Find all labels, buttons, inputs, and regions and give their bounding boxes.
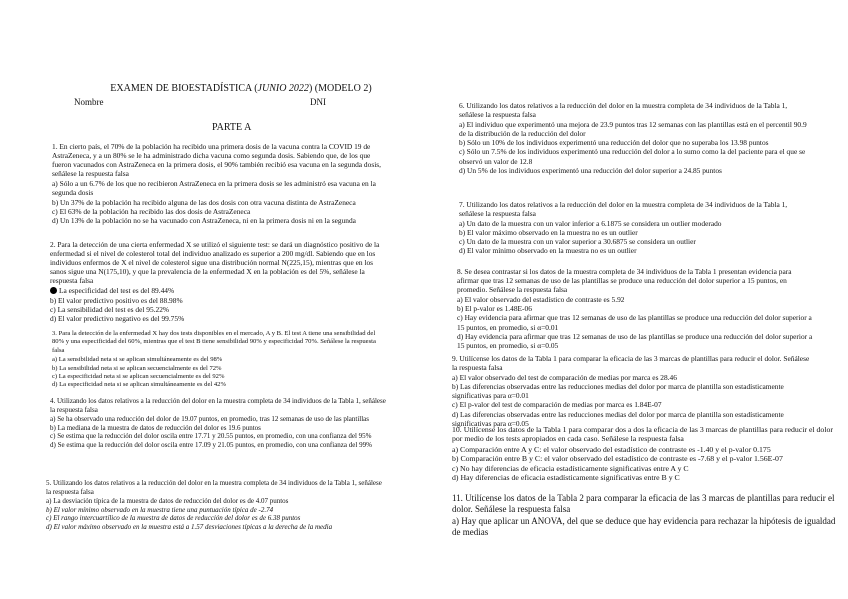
question-stem: 8. Se desea contrastar si los datos de la muestra completa de 34 individuos de la Tabla 1 presentan evidencia para afirmar que tras 12 semanas de uso de las plantillas se produce una reducción del dolor superior a 15 puntos, en promedio. Señálese la respuesta falsa: [457, 267, 792, 295]
question-stem: 6. Utilizando los datos relativos a la reducción del dolor en la muestra completa de 34 individuos de la Tabla 1, señálese la respuesta falsa: [459, 101, 788, 120]
option-a: a) El valor observado del test de comparación de medias por marca es 28.46: [452, 373, 677, 383]
option-b: b) Un 37% de la población ha recibido alguna de las dos dosis con otra vacuna distinta de AstraZeneca: [52, 197, 356, 207]
option-b: b) El valor mínimo observado en la muestra tiene una puntuación típica de -2.74: [46, 505, 274, 514]
question-9: [452, 354, 814, 428]
question-stem: 4. Utilizando los datos relativos a la reducción del dolor en la muestra completa de 34 individuos de la Tabla 1, señálese la respuesta falsa: [50, 397, 386, 414]
option-d: d) El valor máximo observado en la muestra está a 1.57 desviaciones típicas a la derecha de la media: [46, 522, 333, 531]
option-a: a) La desviación típica de la muestra de datos de reducción del dolor es de 4.07 puntos: [46, 497, 289, 506]
question-3: [52, 330, 386, 390]
option-a: a) El valor observado del estadístico de contraste es 5.92: [457, 295, 625, 305]
option-d: d) Se estima que la reducción del dolor oscila entre 17.09 y 21.05 puntos, en promedio, con una confianza del 99%: [50, 440, 372, 449]
question-4: [50, 397, 386, 450]
question-2: [50, 240, 386, 323]
question-stem: 9. Utilícense los datos de la Tabla 1 para comparar la eficacia de las 3 marcas de plantillas para reducir el dolor. Señálese la respuesta falsa: [452, 354, 810, 373]
question-stem: 7. Utilizando los datos relativos a la reducción del dolor en la muestra completa de 34 individuos de la Tabla 1, señálese la respuesta falsa: [459, 200, 788, 219]
option-b: b) La mediana de la muestra de datos de reducción del dolor es 19.6 puntos: [50, 423, 261, 432]
name-row: [74, 97, 404, 107]
question-stem: 2. Para la detección de una cierta enfermedad X se utilizó el siguiente test: se dará un diagnóstico positivo de la enfermedad si el nivel de colesterol total del individuo analizado es superior a 200 mg/dl. Sabiendo que en los individuos enfermos de X el nivel de colesterol sigue una distribución normal N(225,15), mientras que en los sanos sigue una N(175,10), y que la prevalencia de la enfermedad X en la población es del 5%, señálese la respuesta falsa: [50, 240, 380, 286]
question-stem: 1. En cierto país, el 70% de la población ha recibido una primera dosis de la vacuna contra la COVID 19 de AstraZeneca, y a un 80% se le ha administrado dicha vacuna como segunda dosis. Sabiendo que, de los que fueron vacunados con AstraZeneca en la primera dosis, el 90% también recibió esa vacuna en la segunda dosis, señálese la respuesta falsa: [52, 142, 381, 179]
option-a: a) Un dato de la muestra con un valor inferior a 6.1875 se considera un outlier moderado: [459, 219, 722, 229]
option-b: b) Las diferencias observadas entre las reducciones medias del dolor por marca de plantilla son estadísticamente significativas para α=0.01: [452, 382, 784, 401]
option-b: b) Sólo un 10% de los individuos experimentó una reducción del dolor que no superaba los 13.98 puntos: [459, 138, 769, 148]
name-label: Nombre: [74, 97, 104, 107]
question-stem: 10. Utilícense los datos de la Tabla 1 para comparar dos a dos la eficacia de las 3 marcas de plantillas para reducir el dolor por medio de los tests apropiados en cada caso. Señálese la respuesta falsa: [452, 425, 833, 444]
dni-label: DNI: [310, 97, 326, 107]
question-10: [452, 425, 842, 482]
option-d: d) La especificidad neta si se aplican simultáneamente es del 42%: [52, 381, 226, 389]
option-b: b) El valor máximo observado en la muestra no es un outlier: [459, 228, 638, 238]
question-stem: 5. Utilizando los datos relativos a la reducción del dolor en la muestra completa de 34 individuos de la Tabla 1, señálese la respuesta falsa: [46, 479, 382, 496]
option-b: b) El p-valor es 1.48E-06: [457, 304, 532, 314]
option-c: c) La sensibilidad del test es del 95.22%: [50, 304, 170, 314]
exam-title-post: ) (MODELO 2): [308, 83, 372, 94]
option-a: a) Se ha observado una reducción del dolor de 19.07 puntos, en promedio, tras 12 semanas de uso de las plantillas: [50, 415, 370, 424]
question-7: [459, 200, 811, 256]
option-c: c) El p-valor del test de comparación de medias por marca es 1.84E-07: [452, 400, 662, 410]
section-title: PARTE A: [212, 122, 252, 133]
option-a: a) El individuo que experimentó una mejora de 23.9 puntos tras 12 semanas con las plantillas está en el percentil 90.9 de la distribución de la reducción del dolor: [459, 120, 807, 139]
option-d: d) Hay evidencia para afirmar que tras 12 semanas de uso de las plantillas se produce una reducción del dolor superior a 15 puntos, en promedio, si α=0.05: [457, 331, 813, 350]
question-6: [459, 101, 811, 175]
option-a: a) Comparación entre A y C: el valor observado del estadístico de contraste es -1.40 y el p-valor 0.175: [452, 444, 771, 454]
option-d: d) El valor mínimo observado en la muestra no es un outlier: [459, 246, 637, 256]
question-1: [52, 142, 386, 225]
exam-title: [96, 83, 386, 94]
option-a: a) La sensibilidad neta si se aplican simultáneamente es del 98%: [52, 356, 223, 364]
question-5: [46, 479, 386, 532]
option-c: c) La especificidad neta si se aplican secuencialmente es del 92%: [52, 373, 225, 381]
question-11: [452, 493, 846, 538]
option-b: b) El valor predictivo positivo es del 88.98%: [50, 295, 183, 305]
option-a: [50, 286, 386, 295]
option-d: d) Las diferencias observadas entre las reducciones medias del dolor por marca de plantilla son estadísticamente significativas para α=0.05: [452, 409, 784, 428]
question-8: [457, 267, 815, 350]
exam-title-pre: EXAMEN DE BIOESTADÍSTICA (: [110, 83, 258, 94]
question-stem: 3. Para la detección de la enfermedad X hay dos tests disponibles en el mercado, A y B. El test A tiene una sensibilidad del 80% y una especificidad del 60%, mientras que el test B tiene sensibilidad 90% y especificidad 70%. Señálese la respuesta falsa: [52, 330, 376, 354]
option-d: d) Un 5% de los individuos experimentó una reducción del dolor superior a 24.85 puntos: [459, 165, 722, 175]
option-a-text: La especificidad del test es del 89.44%: [59, 286, 175, 296]
question-stem: 11. Utilícense los datos de la Tabla 2 para comparar la eficacia de las 3 marcas de plantillas para reducir el dolor. Señálese la respuesta falsa: [452, 493, 835, 514]
option-d: d) Hay diferencias de eficacia estadísticamente significativas entre B y C: [452, 473, 680, 483]
option-c: c) Hay evidencia para afirmar que tras 12 semanas de uso de las plantillas se produce una reducción del dolor superior a 15 puntos, en promedio, si α=0.01: [457, 313, 812, 332]
selected-answer-bullet: [50, 287, 57, 294]
option-b: b) Comparación entre B y C: el valor observado del estadístico de contraste es -7.68 y el p-valor 1.56E-07: [452, 454, 783, 464]
option-b: b) La sensibilidad neta si se aplican secuencialmente es del 72%: [52, 364, 222, 372]
option-c: c) Un dato de la muestra con un valor superior a 30.6875 se considera un outlier: [459, 237, 696, 247]
option-c: c) No hay diferencias de eficacia estadísticamente significativas entre A y C: [452, 463, 689, 473]
option-c: c) El 63% de la población ha recibido las dos dosis de AstraZeneca: [52, 206, 251, 216]
exam-title-date: JUNIO 2022: [257, 83, 309, 94]
option-d: d) Un 13% de la población no se ha vacunado con AstraZeneca, ni en la primera dosis ni en la segunda: [52, 215, 356, 225]
option-a: a) Hay que aplicar un ANOVA, del que se deduce que hay evidencia para rechazar la hipótesis de igualdad de medias: [452, 516, 836, 537]
option-c: c) Sólo un 7.5% de los individuos experimentó una reducción del dolor a lo sumo como la del paciente para el que se observó un valor de 12.8: [459, 147, 806, 166]
option-d: d) El valor predictivo negativo es del 99.75%: [50, 313, 185, 323]
option-c: c) El rango intercuartílico de la muestra de datos de reducción del dolor es de 6.38 puntos: [46, 514, 301, 523]
option-a: a) Sólo a un 6.7% de los que no recibieron AstraZeneca en la primera dosis se les administró esa vacuna en la segunda dosis: [52, 179, 376, 198]
option-c: c) Se estima que la reducción del dolor oscila entre 17.71 y 20.55 puntos, en promedio, con una confianza del 95%: [50, 432, 372, 441]
